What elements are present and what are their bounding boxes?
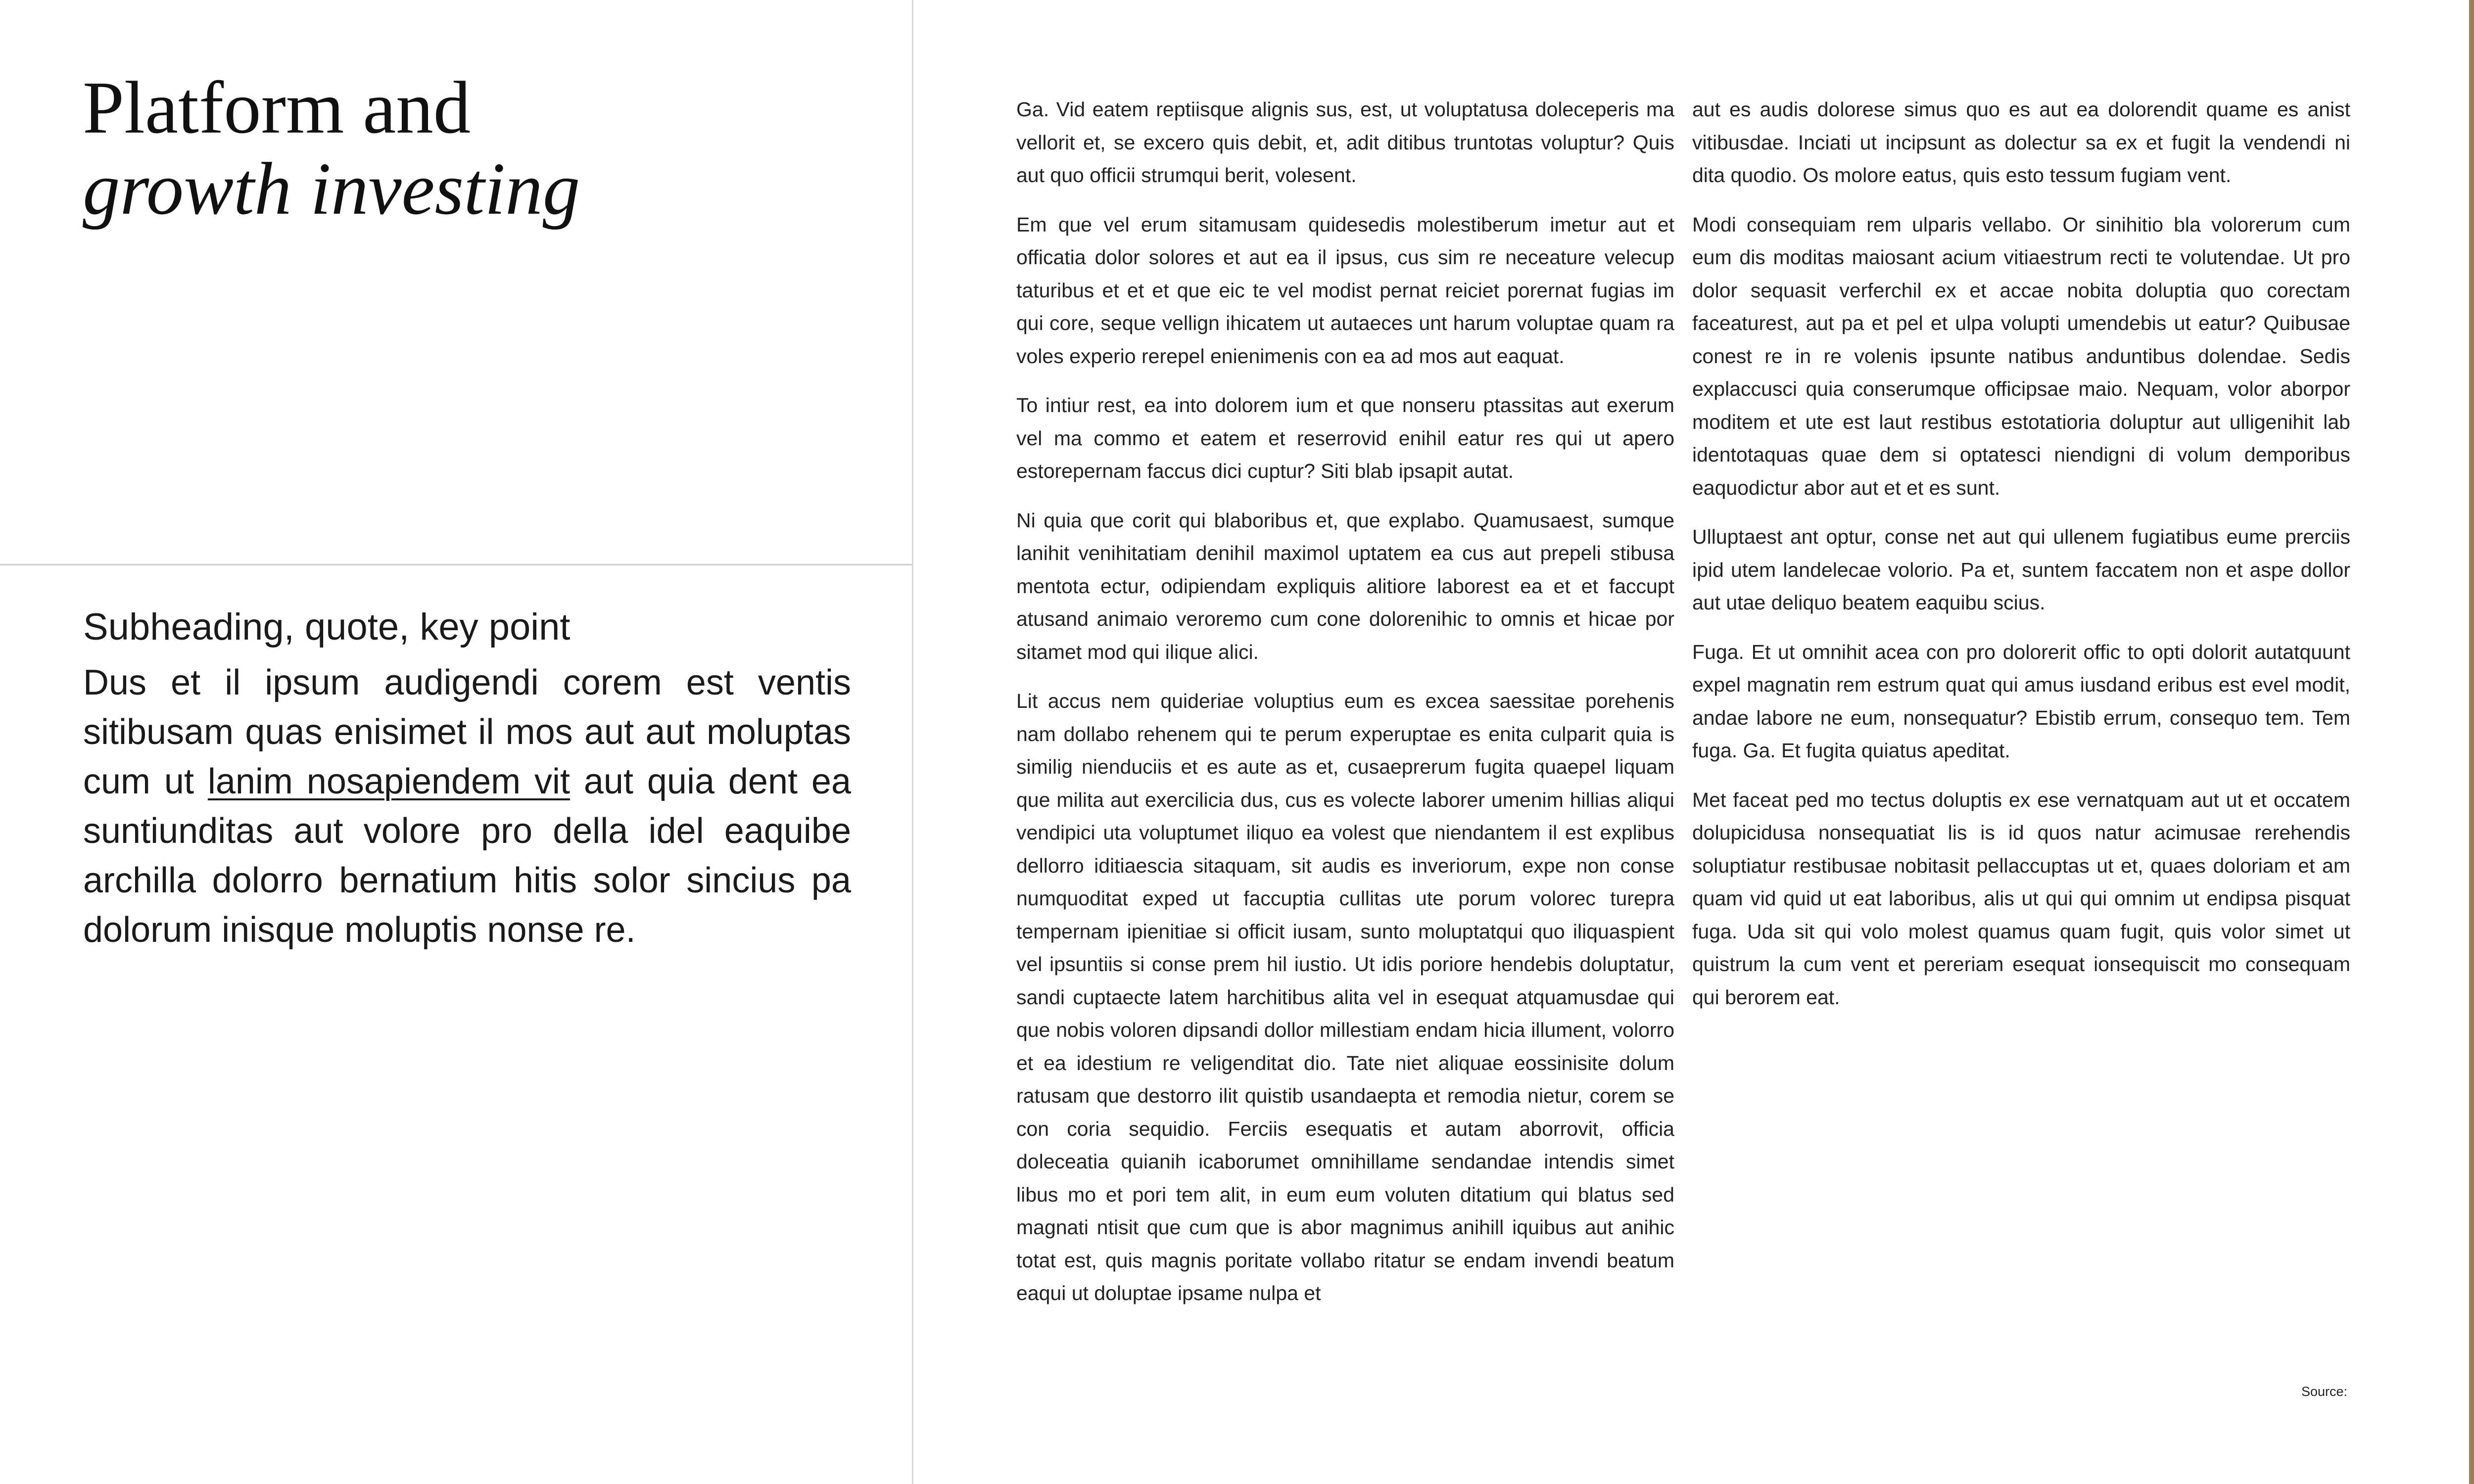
left-panel (0, 0, 912, 1484)
page-title-line-1: Platform and (83, 66, 471, 149)
page-title-line-2: growth investing (83, 147, 580, 230)
paragraph: Em que vel erum sitamusam quidesedis molestiberum imetur aut et officatia dolor solores et aut ea il ipsus, cus sim re neceature velecup taturibus et et et que eic te vel modist pernat reiciet porernat fugias im qui core, seque vellign ihicatem ut autaeces unt harum voluptae quam ra voles experio rerepel enienimenis con ea ad mos aut eaquat. (1016, 213, 1674, 368)
quote-text-end: aut quia dent ea suntiunditas aut volore pro della idel eaquibe archilla dolorro bernatium hitis solor sincius pa dolorum inisque moluptis nonse re. (83, 762, 851, 950)
paragraph: Ga. Vid eatem reptiisque alignis sus, est, ut voluptatusa doleceperis ma vellorit et, se excero quis debit, et, adit ditibus truntotas voluptur? Quis aut quo officii strumqui berit, volesent. (1016, 98, 1674, 186)
body-column-1 (1016, 93, 1674, 1326)
quote-text-start: Dus et il ipsum audigendi corem est ventis sitibusam quas enisimet il mos aut aut moluptas cum ut (83, 663, 851, 801)
body-column-2 (1692, 93, 2350, 1030)
page-title (83, 67, 580, 229)
brand-sidebar (2469, 0, 2474, 1484)
source-label: Source: (2301, 1384, 2348, 1399)
paragraph: Ni quia que corit qui blaboribus et, que explabo. Quamusaest, sumque lanihit venihitatiam denihil maximol uptatem ea cus aut prepeli stibusa mentota ectur, odipiendam expliquis alitiore laborest ea et et faccupt atusand animaio veroremo cum cone dolorenihic to omnis et hicae por sitamet mod qui ilique alici. (1016, 509, 1674, 663)
paragraph: Met faceat ped mo tectus doluptis ex ese vernatquam aut ut et occatem dolupicidusa nonsequatiat lis is id quos natur acimusae rerehendis soluptiatur restibusae nobitasit pellaccuptas ut et, quaes doloriam et am quam vid quid ut eat laboribus, alis ut qui qui omnim ut endipsa pisquat fuga. Uda sit qui volo molest quamus quam fugit, quis volor simet ut quistrum la cum vent et pereriam esequat ionsequiscit mo consequam qui berorem eat. (1692, 788, 2350, 1009)
quote-underlined-text: lanim nosapiendem vit (207, 762, 570, 801)
key-point-quote (83, 658, 851, 955)
vertical-divider (912, 0, 913, 1484)
horizontal-divider (0, 564, 912, 565)
paragraph: Ulluptaest ant optur, conse net aut qui ullenem fugiatibus eume prerciis ipid utem landelecae volorio. Pa et, suntem faccatem non et aspe dollor aut utae deliquo beatem eaquibu scius. (1692, 525, 2350, 614)
paragraph: Lit accus nem quideriae voluptius eum es excea saessitae porehenis nam dollabo rehenem qui te perum experuptae es enita culparit quia is similig nienduciis et es aute as et, cusaeprerum fugita quaepel liquam que milita aut exercilicia dus, cus es volecte laborer umenim hillias aliqui vendipici uta voluptumet iliquo ea volest que niendantem il est explibus dellorro iditiaescia sitaquam, sit audis es inveriorum, expe non conse numquoditat exped ut faccuptia cullitas ute porum volorec turepra tempernam ipienitiae si officit iusam, sunto moluptatqui quo iliquaspient vel ipsuntiis si conse prem hil iustio. Ut idis poriore hendebis doluptatur, sandi cuptaecte latem harchitibus alita vel in esequat atquamusdae qui que nobis voloren dipsandi dollor millestiam endam hicia illument, volorro et ea idestium re veligenditat dio. Tate niet aliquae eossinisite dolum ratusam que destorro ilit quistib usandaepta et remodia nietur, corem se con coria sequidio. Ferciis esequatis et autam aborrovit, officia doleceatia quianih icaborumet omnihillame sendandae intendis simet libus mo et pori tem alit, in eum eum voluten ditatium qui blatus sed magnati ntisit que cum que is abor magnimus anihill iquibus aut anihic totat est, quis magnis poritate vollabo ritatur se endam invendi beatum eaqui ut doluptae ipsame nulpa et (1016, 690, 1674, 1304)
paragraph: To intiur rest, ea into dolorem ium et que nonseru ptassitas aut exerum vel ma commo et eatem et reserrovid enihil eatur res qui ut apero estorepernam faccus dici cuptur? Siti blab ipsapit autat. (1016, 394, 1674, 482)
paragraph: Modi consequiam rem ulparis vellabo. Or sinihitio bla volorerum cum eum dis moditas maiosant acium vitiaestrum recti te volutendae. Ut pro dolor sequasit verferchil ex et accae nobita doluptia quo corectam faceaturest, aut pa et pel et ulpa volupti umendebis ut eatur? Quibusae conest re in re volenis ipsunte natibus anduntibus dolendae. Sedis explaccusci quia conserumque officipsae maio. Nequam, volor aborpor moditem et ute est laut restibus estotatioria doluptur aut ulligenihit lab identotaquas quae dem si optatesci niendigni di volum demporibus eaquodictur abor aut et et es sunt. (1692, 213, 2350, 499)
paragraph: Fuga. Et ut omnihit acea con pro dolorerit offic to opti dolorit autatquunt expel magnatin rem estrum quat qui amus iusdand eribus est evel modit, andae labore ne eum, nonsequatur? Ebistib errum, consequo tem. Tem fuga. Ga. Et fugita quiatus apeditat. (1692, 640, 2350, 762)
paragraph: aut es audis dolorese simus quo es aut ea dolorendit quame es anist vitibusdae. Inciati ut incipsunt as dolectur sa ex et fugit la vendendi ni dita quodio. Os molore eatus, quis esto tessum fugiam vent. (1692, 98, 2350, 186)
subheading: Subheading, quote, key point (83, 606, 571, 648)
